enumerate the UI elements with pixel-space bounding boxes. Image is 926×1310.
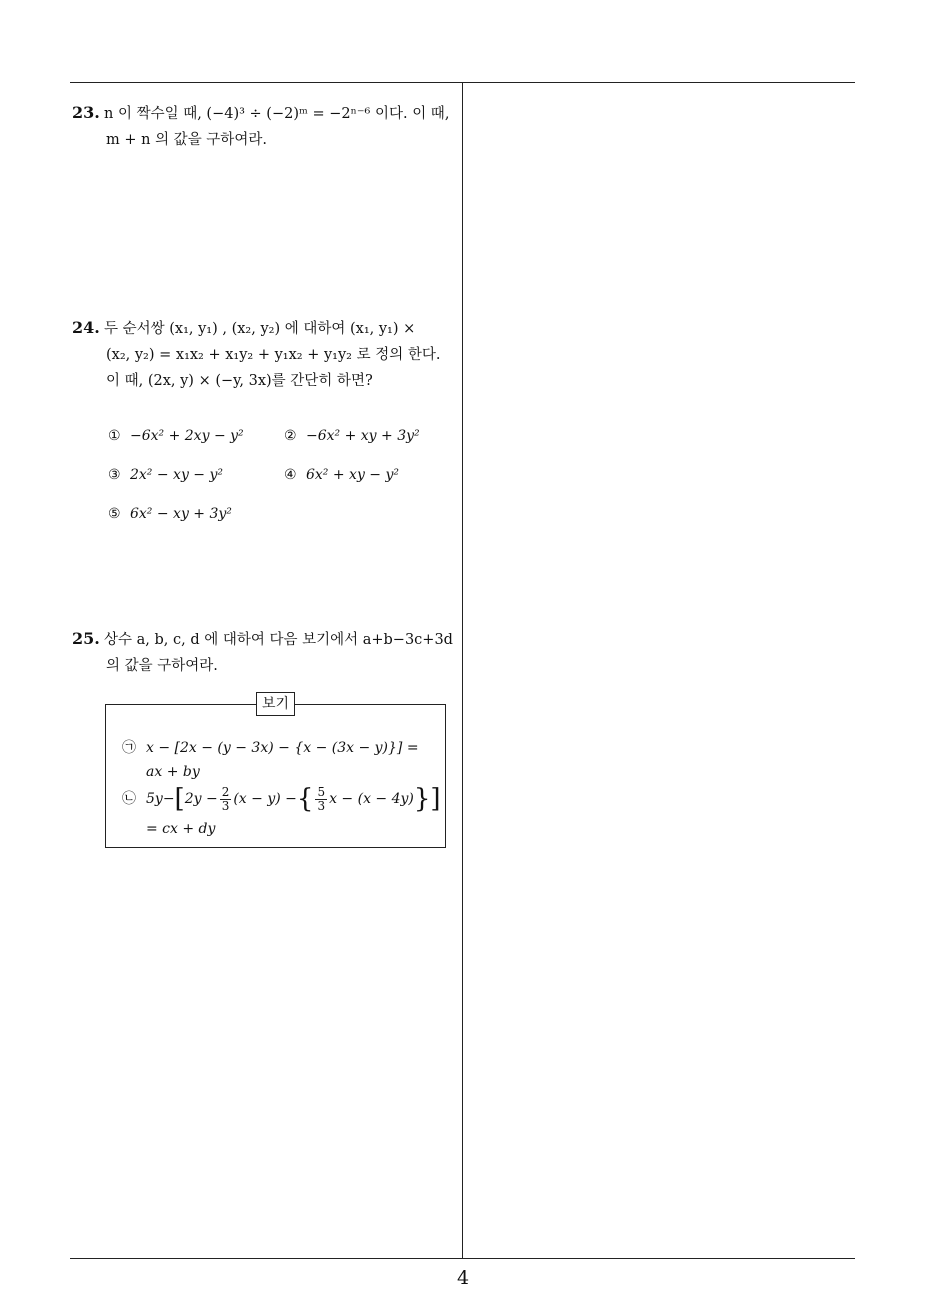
bogi-left-bracket: [: [174, 784, 185, 814]
bogi-item-2-line-2: = cx + dy: [146, 821, 216, 837]
problem-24-text-3: 이 때, (2x, y) × (−y, 3x)를 간단히 하면?: [106, 373, 373, 389]
bogi-item-2-b: (x − y) −: [233, 791, 297, 807]
problem-23-line-1: [72, 100, 458, 127]
problem-23-text-2: m + n 의 값을 구하여라.: [106, 132, 267, 148]
bogi-item-1-line-2: ax + by: [146, 764, 200, 780]
bogi-label: 보기: [256, 692, 295, 716]
bogi-fraction-1-den: 3: [221, 798, 230, 813]
bottom-rule: [70, 1258, 855, 1259]
choice-2-text: −6x² + xy + 3y²: [306, 428, 420, 444]
bogi-item-2-pre: 5y−: [146, 791, 175, 807]
page-number: 4: [456, 1267, 470, 1289]
bogi-fraction-1: [220, 786, 232, 813]
choice-4-mark: ④: [284, 467, 297, 483]
bogi-right-bracket: ]: [430, 784, 441, 814]
choice-3-mark: ③: [108, 467, 121, 483]
bogi-item-2-cont: [146, 821, 215, 837]
bogi-item-2-c: x − (x − 4y): [329, 791, 414, 807]
problem-23-number: 23.: [72, 103, 100, 122]
choice-2[interactable]: [284, 428, 420, 444]
choice-1[interactable]: [108, 428, 244, 444]
problem-24: [72, 315, 458, 394]
problem-25-line-1: [72, 626, 458, 653]
problem-24-line-1: [72, 315, 458, 342]
choice-4-text: 6x² + xy − y²: [306, 467, 400, 483]
problem-24-text-2: (x₂, y₂) = x₁x₂ + x₁y₂ + y₁x₂ + y₁y₂ 로 정의 한다.: [106, 347, 441, 363]
bogi-item-1: [122, 737, 419, 757]
bogi-item-2-mark: ㉡: [122, 791, 136, 807]
problem-25-text-2: 의 값을 구하여라.: [106, 658, 218, 674]
bogi-left-brace: {: [296, 784, 314, 814]
bogi-item-1-cont: [146, 764, 200, 780]
problem-24-number: 24.: [72, 318, 100, 337]
problem-24-text-1: 두 순서쌍 (x₁, y₁) , (x₂, y₂) 에 대하여 (x₁, y₁) ×: [104, 321, 416, 337]
column-divider: [462, 82, 463, 1258]
choice-4[interactable]: [284, 467, 399, 483]
choice-5-text: 6x² − xy + 3y²: [130, 506, 232, 522]
bogi-fraction-2-num: 5: [317, 784, 326, 799]
bogi-item-2: [122, 784, 441, 814]
choice-5[interactable]: [108, 506, 232, 522]
choice-5-mark: ⑤: [108, 506, 121, 522]
bogi-fraction-1-num: 2: [221, 784, 230, 799]
choice-3-text: 2x² − xy − y²: [130, 467, 224, 483]
bogi-fraction-2-den: 3: [317, 798, 326, 813]
choice-1-text: −6x² + 2xy − y²: [130, 428, 244, 444]
bogi-item-2-a: 2y −: [184, 791, 218, 807]
problem-25-number: 25.: [72, 629, 100, 648]
bogi-item-1-mark: ㉠: [122, 740, 136, 756]
choice-1-mark: ①: [108, 428, 121, 444]
choice-3[interactable]: [108, 467, 223, 483]
problem-23-text-1: n 이 짝수일 때, (−4)³ ÷ (−2)ᵐ = −2ⁿ⁻⁶ 이다. 이 때,: [104, 106, 450, 122]
problem-25-text-1: 상수 a, b, c, d 에 대하여 다음 보기에서 a+b−3c+3d: [104, 632, 453, 648]
problem-23: [72, 100, 458, 153]
bogi-fraction-2: [315, 786, 327, 813]
problem-25: [72, 626, 458, 679]
bogi-right-brace: }: [413, 784, 431, 814]
bogi-item-1-line-1: x − [2x − (y − 3x) − {x − (3x − y)}] =: [146, 740, 419, 756]
choice-2-mark: ②: [284, 428, 297, 444]
